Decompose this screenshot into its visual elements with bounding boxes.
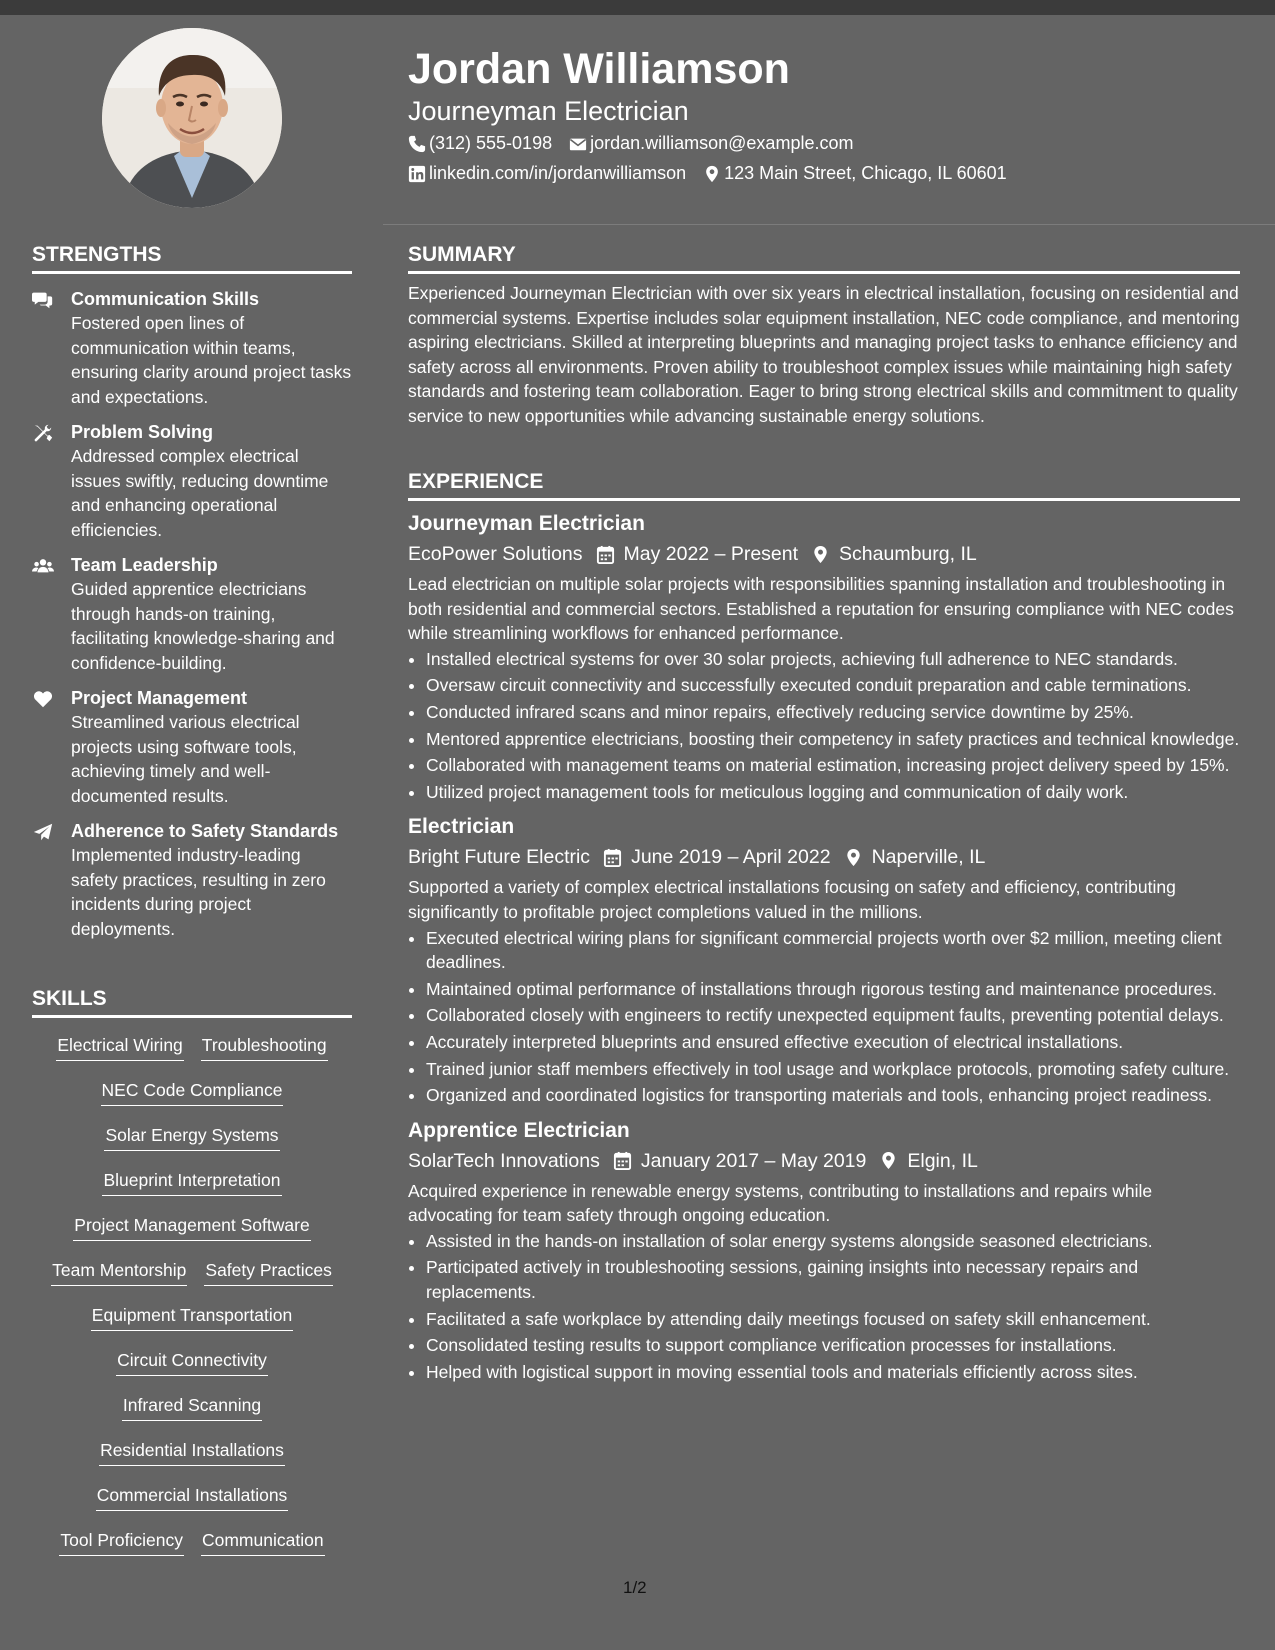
- job-entry: [408, 1116, 1240, 1385]
- job-location-text: Schaumburg, IL: [839, 543, 977, 565]
- job-bullet: • Facilitated a safe workplace by attending daily meetings focused on safety skill enhancement.: [426, 1307, 1240, 1332]
- strength-item: [32, 687, 352, 808]
- job-bullets: [408, 647, 1240, 805]
- job-location-text: Naperville, IL: [871, 846, 986, 869]
- skill-row: [32, 1394, 352, 1439]
- contact-row: [408, 163, 1024, 184]
- job-date-range: January 2017 – May 2019: [640, 1149, 867, 1172]
- job-description: Acquired experience in renewable energy systems, contributing to installations and repairs while advocating for team safety through ongoing education.: [408, 1180, 1153, 1226]
- job-bullet: • Oversaw circuit connectivity and successfully executed conduit preparation and cable terminations.: [426, 673, 1240, 698]
- summary-section: [408, 243, 1240, 429]
- profile-photo: [102, 28, 282, 208]
- job-company: EcoPower Solutions: [408, 543, 583, 565]
- job-bullet: • Participated actively in troubleshooting sessions, gaining insights into necessary repairs and replacements.: [426, 1255, 1240, 1304]
- summary-text: Experienced Journeyman Electrician with over six years in electrical installation, focusing on residential and commercial systems. Expertise includes solar equipment installation, NEC code compliance, and mentoring aspiring electricians. Skilled at interpreting blueprints and managing project tasks to enhance efficiency and safety across all environments. Proven ability to troubleshoot complex issues while maintaining high safety standards and fostering team collaboration. Eager to bring strong electrical skills and commitment to quality service to new opportunities while advancing sustainable energy solutions.: [408, 283, 1240, 426]
- job-company: Bright Future Electric: [408, 846, 591, 869]
- strength-title: Communication Skills: [71, 289, 260, 309]
- map-marker-icon: [703, 165, 721, 183]
- skill-tag: Blueprint Interpretation: [102, 1169, 281, 1196]
- top-bar: [0, 0, 1275, 15]
- job-bullet: • Conducted infrared scans and minor repairs, effectively reducing service downtime by 25%.: [426, 700, 1240, 725]
- job-title: Electrician: [408, 815, 515, 839]
- job-bullet: • Executed electrical wiring plans for significant commercial projects worth over $2 million, meeting client deadlines.: [426, 926, 1240, 975]
- skill-row: [32, 1124, 352, 1169]
- job-meta: [408, 1146, 1240, 1176]
- job-bullet: • Accurately interpreted blueprints and ensured effective execution of electrical installations.: [426, 1030, 1240, 1055]
- skill-row: [32, 1169, 352, 1214]
- skill-row: [32, 1529, 352, 1574]
- job-location: [879, 1146, 977, 1176]
- skill-row: [32, 1079, 352, 1124]
- phone-contact: [408, 133, 552, 154]
- strength-description: Fostered open lines of communication within teams, ensuring clarity around project tasks and expectations.: [71, 313, 352, 407]
- skill-row: [32, 1349, 352, 1394]
- job-bullet: • Mentored apprentice electricians, boosting their competency in safety practices and technical knowledge.: [426, 727, 1240, 752]
- job-date-range: June 2019 – April 2022: [631, 846, 831, 869]
- experience-section: [408, 470, 1240, 1386]
- job-company: SolarTech Innovations: [408, 1149, 600, 1172]
- skills-section: [32, 987, 352, 1574]
- strength-item: [32, 421, 352, 542]
- skill-tag: Team Mentorship: [51, 1259, 187, 1286]
- job-bullet: • Utilized project management tools for meticulous logging and communication of daily work.: [426, 780, 1240, 805]
- job-bullets: [408, 1229, 1240, 1385]
- map-marker-icon: [844, 848, 863, 867]
- skill-row: [32, 1214, 352, 1259]
- skill-tag: Communication: [201, 1529, 325, 1556]
- heart-icon: [32, 689, 54, 709]
- job-date-range: May 2022 – Present: [623, 543, 799, 565]
- job-location: [811, 539, 977, 569]
- strength-item: [32, 288, 352, 409]
- map-marker-icon: [811, 545, 830, 564]
- job-bullet: • Maintained optimal performance of installations through rigorous testing and maintenance procedures.: [426, 977, 1240, 1002]
- strengths-section: [32, 243, 352, 941]
- street-address: 123 Main Street, Chicago, IL 60601: [724, 163, 1007, 183]
- strengths-heading: STRENGTHS: [32, 243, 352, 274]
- strength-item: [32, 820, 352, 941]
- tools-icon: [32, 423, 54, 443]
- job-bullet: • Assisted in the hands-on installation of solar energy systems alongside seasoned electricians.: [426, 1229, 1240, 1254]
- skill-row: [32, 1304, 352, 1349]
- skill-tag: NEC Code Compliance: [101, 1079, 284, 1106]
- strength-title: Team Leadership: [71, 555, 218, 575]
- skill-tag: Equipment Transportation: [91, 1304, 293, 1331]
- job-bullets: [408, 926, 1240, 1108]
- strength-description: Implemented industry-leading safety practices, resulting in zero incidents during project deployments.: [71, 845, 326, 939]
- email-address[interactable]: jordan.williamson@example.com: [590, 133, 854, 153]
- skill-tag: Tool Proficiency: [59, 1529, 184, 1556]
- skill-tag: Circuit Connectivity: [116, 1349, 268, 1376]
- job-bullet: • Organized and coordinated logistics for transporting materials and tools, enhancing project readiness.: [426, 1083, 1240, 1108]
- skill-tag: Residential Installations: [99, 1439, 285, 1466]
- skill-tag: Safety Practices: [204, 1259, 332, 1286]
- calendar-icon: [613, 1151, 632, 1170]
- skill-tag: Solar Energy Systems: [104, 1124, 279, 1151]
- strength-description: Addressed complex electrical issues swiftly, reducing downtime and enhancing operational efficiencies.: [71, 446, 329, 540]
- job-entry: [408, 812, 1240, 1107]
- linkedin-icon: [408, 165, 426, 183]
- header-divider: [383, 224, 1275, 225]
- strength-description: Guided apprentice electricians through hands-on training, facilitating knowledge-sharing and confidence-building.: [71, 579, 335, 673]
- skill-tag: Infrared Scanning: [122, 1394, 262, 1421]
- linkedin-contact: [408, 163, 686, 184]
- paper-plane-icon: [32, 822, 54, 842]
- skill-row: [32, 1439, 352, 1484]
- skill-row: [32, 1484, 352, 1529]
- job-location: [844, 842, 986, 872]
- comments-icon: [32, 290, 54, 310]
- skill-row: [32, 1034, 352, 1079]
- skill-tag: Project Management Software: [73, 1214, 310, 1241]
- phone-icon: [408, 135, 426, 153]
- job-bullet: • Installed electrical systems for over 30 solar projects, achieving full adherence to NEC standards.: [426, 647, 1240, 672]
- job-entry: [408, 509, 1240, 804]
- address-contact: [703, 163, 1007, 184]
- job-dates: [613, 1146, 867, 1176]
- job-bullet: • Collaborated closely with engineers to rectify unexpected equipment faults, preventing potential delays.: [426, 1003, 1240, 1028]
- job-bullet: • Trained junior staff members effectively in tool usage and workplace protocols, promoting safety culture.: [426, 1057, 1240, 1082]
- strength-description: Streamlined various electrical projects using software tools, achieving timely and well-documented results.: [71, 712, 300, 806]
- resume-page: [0, 15, 1275, 1650]
- map-marker-icon: [879, 1151, 898, 1170]
- email-contact: [569, 133, 853, 154]
- strength-title: Adherence to Safety Standards: [71, 821, 339, 841]
- linkedin-url[interactable]: linkedin.com/in/jordanwilliamson: [429, 163, 687, 183]
- job-meta: [408, 842, 1240, 872]
- job-bullet: • Consolidated testing results to support compliance verification processes for installations.: [426, 1333, 1240, 1358]
- candidate-name: Jordan Williamson: [408, 45, 790, 93]
- job-title: Journeyman Electrician: [408, 512, 645, 535]
- users-icon: [32, 556, 54, 576]
- strength-title: Problem Solving: [71, 422, 214, 442]
- job-dates: [603, 842, 831, 872]
- skill-tag: Troubleshooting: [201, 1034, 328, 1061]
- calendar-icon: [596, 545, 615, 564]
- skill-tag: Electrical Wiring: [56, 1034, 183, 1061]
- job-description: Lead electrician on multiple solar projects with responsibilities spanning installation and troubleshooting in both residential and commercial sectors. Established a reputation for ensuring compliance with NEC codes while streamlining workflows for enhanced performance.: [408, 574, 1234, 644]
- job-description: Supported a variety of complex electrical installations focusing on safety and efficiency, contributing significantly to profitable project completions valued in the millions.: [408, 877, 1176, 922]
- job-dates: [596, 539, 799, 569]
- job-bullet: • Collaborated with management teams on material estimation, increasing project delivery speed by 15%.: [426, 753, 1240, 778]
- contact-row: [408, 133, 870, 154]
- skills-heading: SKILLS: [32, 987, 352, 1018]
- job-location-text: Elgin, IL: [907, 1149, 978, 1172]
- skill-tag: Commercial Installations: [96, 1484, 289, 1511]
- strength-title: Project Management: [71, 688, 248, 708]
- candidate-role: Journeyman Electrician: [408, 96, 689, 126]
- envelope-icon: [569, 135, 587, 153]
- job-title: Apprentice Electrician: [408, 1118, 630, 1142]
- skill-row: [32, 1259, 352, 1304]
- summary-heading: SUMMARY: [408, 243, 1240, 274]
- calendar-icon: [603, 848, 622, 867]
- skill-list: [32, 1034, 352, 1574]
- page-indicator: 1/2: [623, 1578, 647, 1597]
- strength-item: [32, 554, 352, 675]
- phone-number: (312) 555-0198: [429, 133, 553, 153]
- job-bullet: • Helped with logistical support in moving essential tools and materials efficiently across sites.: [426, 1360, 1240, 1385]
- job-meta: [408, 539, 1240, 569]
- experience-heading: EXPERIENCE: [408, 470, 1240, 501]
